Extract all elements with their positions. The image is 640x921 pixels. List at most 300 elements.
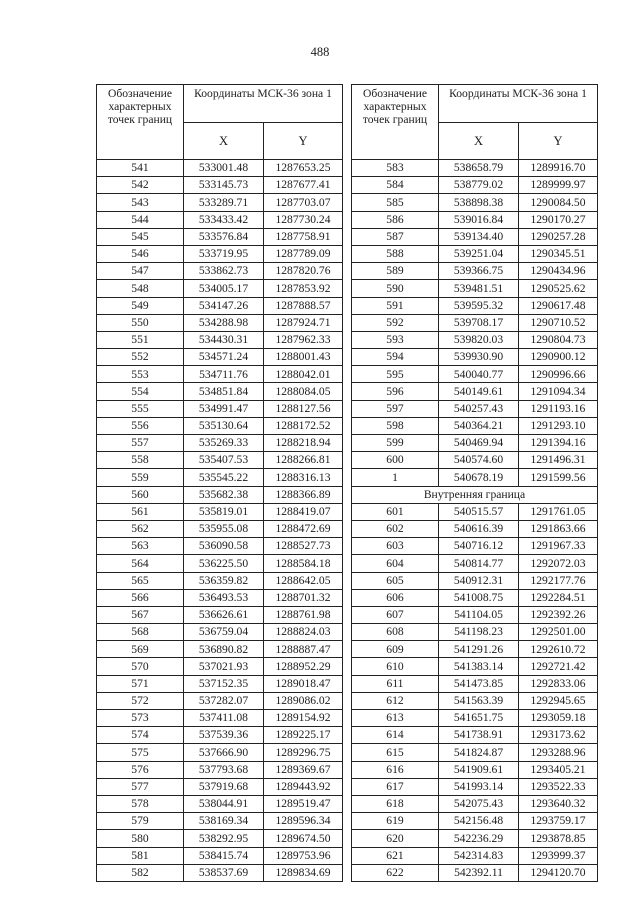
point-cell: 608 [352, 624, 439, 641]
x-cell: 535955.08 [184, 520, 264, 537]
point-cell: 551 [97, 331, 184, 348]
table-row [97, 538, 343, 555]
point-cell: 555 [97, 400, 184, 417]
table-row [97, 795, 343, 812]
table-row [352, 727, 598, 744]
x-cell: 534005.17 [184, 280, 264, 297]
table-row [352, 589, 598, 606]
section-label: Внутренняя граница [352, 486, 598, 503]
y-cell: 1290345.51 [519, 245, 598, 262]
x-cell: 542156.48 [439, 813, 519, 830]
y-cell: 1291496.31 [519, 452, 598, 469]
y-cell: 1290710.52 [519, 314, 598, 331]
table-row [352, 830, 598, 847]
x-cell: 534430.31 [184, 331, 264, 348]
x-cell: 533145.73 [184, 177, 264, 194]
table-row [352, 761, 598, 778]
table-row [352, 263, 598, 280]
y-cell: 1288001.43 [264, 349, 343, 366]
x-cell: 539481.51 [439, 280, 519, 297]
x-cell: 537793.68 [184, 761, 264, 778]
y-cell: 1292721.42 [519, 658, 598, 675]
y-cell: 1287962.33 [264, 331, 343, 348]
point-cell: 593 [352, 331, 439, 348]
y-cell: 1287924.71 [264, 314, 343, 331]
point-cell: 598 [352, 417, 439, 434]
y-cell: 1293759.17 [519, 813, 598, 830]
x-cell: 542392.11 [439, 864, 519, 881]
x-cell: 542075.43 [439, 795, 519, 812]
table-row [352, 469, 598, 486]
y-cell: 1290084.50 [519, 194, 598, 211]
point-cell: 563 [97, 538, 184, 555]
x-cell: 541993.14 [439, 778, 519, 795]
table-row [97, 555, 343, 572]
x-cell: 534851.84 [184, 383, 264, 400]
point-cell: 594 [352, 349, 439, 366]
point-cell: 612 [352, 692, 439, 709]
y-cell: 1288824.03 [264, 624, 343, 641]
x-cell: 540678.19 [439, 469, 519, 486]
point-cell: 600 [352, 452, 439, 469]
point-cell: 596 [352, 383, 439, 400]
y-cell: 1288316.13 [264, 469, 343, 486]
x-cell: 537021.93 [184, 658, 264, 675]
x-cell: 540515.57 [439, 503, 519, 520]
point-cell: 561 [97, 503, 184, 520]
x-cell: 541651.75 [439, 710, 519, 727]
point-cell: 544 [97, 211, 184, 228]
table-row [97, 366, 343, 383]
table-row [352, 194, 598, 211]
x-cell: 536359.82 [184, 572, 264, 589]
point-cell: 588 [352, 245, 439, 262]
y-cell: 1289834.69 [264, 864, 343, 881]
x-cell: 538537.69 [184, 864, 264, 881]
x-cell: 533719.95 [184, 245, 264, 262]
x-cell: 540574.60 [439, 452, 519, 469]
x-cell: 540912.31 [439, 572, 519, 589]
y-cell: 1293405.21 [519, 761, 598, 778]
point-cell: 556 [97, 417, 184, 434]
table-row [97, 692, 343, 709]
table-row [97, 486, 343, 503]
y-cell: 1293999.37 [519, 847, 598, 864]
x-cell: 539134.40 [439, 228, 519, 245]
point-cell: 573 [97, 710, 184, 727]
x-cell: 533862.73 [184, 263, 264, 280]
x-cell: 536890.82 [184, 641, 264, 658]
x-cell: 541198.23 [439, 624, 519, 641]
x-cell: 534147.26 [184, 297, 264, 314]
table-row [97, 675, 343, 692]
point-cell: 597 [352, 400, 439, 417]
x-cell: 541909.61 [439, 761, 519, 778]
y-cell: 1288042.01 [264, 366, 343, 383]
y-cell: 1287820.76 [264, 263, 343, 280]
point-cell: 599 [352, 435, 439, 452]
y-cell: 1292284.51 [519, 589, 598, 606]
y-cell: 1291094.34 [519, 383, 598, 400]
table-row [352, 211, 598, 228]
table-row [97, 314, 343, 331]
x-cell: 535130.64 [184, 417, 264, 434]
x-cell: 539708.17 [439, 314, 519, 331]
point-cell: 559 [97, 469, 184, 486]
y-cell: 1288172.52 [264, 417, 343, 434]
x-cell: 540814.77 [439, 555, 519, 572]
x-cell: 534711.76 [184, 366, 264, 383]
x-cell: 534991.47 [184, 400, 264, 417]
table-row [97, 280, 343, 297]
table-row [352, 228, 598, 245]
x-cell: 540149.61 [439, 383, 519, 400]
x-cell: 542236.29 [439, 830, 519, 847]
table-row [352, 692, 598, 709]
y-cell: 1291394.16 [519, 435, 598, 452]
x-cell: 536759.04 [184, 624, 264, 641]
x-cell: 540616.39 [439, 520, 519, 537]
point-cell: 606 [352, 589, 439, 606]
x-cell: 541563.39 [439, 692, 519, 709]
x-cell: 535819.01 [184, 503, 264, 520]
point-cell: 610 [352, 658, 439, 675]
right-table-body [352, 160, 598, 882]
table-row [97, 503, 343, 520]
table-row [352, 778, 598, 795]
y-cell: 1289018.47 [264, 675, 343, 692]
table-row [352, 572, 598, 589]
y-cell: 1288472.69 [264, 520, 343, 537]
table-row [97, 658, 343, 675]
table-row [97, 160, 343, 177]
point-cell: 564 [97, 555, 184, 572]
point-cell: 570 [97, 658, 184, 675]
table-row [352, 349, 598, 366]
x-cell: 536225.50 [184, 555, 264, 572]
y-cell: 1290900.12 [519, 349, 598, 366]
table-row [97, 331, 343, 348]
table-row [352, 520, 598, 537]
table-row [352, 744, 598, 761]
point-cell: 558 [97, 452, 184, 469]
y-cell: 1290804.73 [519, 331, 598, 348]
y-cell: 1293640.32 [519, 795, 598, 812]
y-cell: 1291599.56 [519, 469, 598, 486]
table-row [352, 417, 598, 434]
point-cell: 566 [97, 589, 184, 606]
point-cell: 541 [97, 160, 184, 177]
point-cell: 592 [352, 314, 439, 331]
section-row [352, 486, 598, 503]
x-cell: 535269.33 [184, 435, 264, 452]
point-cell: 590 [352, 280, 439, 297]
point-cell: 575 [97, 744, 184, 761]
y-cell: 1288584.18 [264, 555, 343, 572]
table-row [97, 520, 343, 537]
y-cell: 1287703.07 [264, 194, 343, 211]
table-row [352, 177, 598, 194]
x-cell: 539820.03 [439, 331, 519, 348]
x-cell: 537539.36 [184, 727, 264, 744]
x-cell: 537152.35 [184, 675, 264, 692]
point-cell: 579 [97, 813, 184, 830]
x-cell: 540364.21 [439, 417, 519, 434]
y-cell: 1288761.98 [264, 606, 343, 623]
y-cell: 1292945.65 [519, 692, 598, 709]
y-cell: 1288642.05 [264, 572, 343, 589]
point-cell: 619 [352, 813, 439, 830]
point-cell: 572 [97, 692, 184, 709]
header-designation: Обозначение характерных точек границ [352, 85, 439, 160]
header-x: X [439, 122, 519, 160]
x-cell: 538044.91 [184, 795, 264, 812]
point-cell: 621 [352, 847, 439, 864]
point-cell: 562 [97, 520, 184, 537]
y-cell: 1289225.17 [264, 727, 343, 744]
table-row [352, 435, 598, 452]
x-cell: 534571.24 [184, 349, 264, 366]
table-row [352, 847, 598, 864]
y-cell: 1289296.75 [264, 744, 343, 761]
table-row [97, 400, 343, 417]
x-cell: 533433.42 [184, 211, 264, 228]
y-cell: 1293878.85 [519, 830, 598, 847]
y-cell: 1292501.00 [519, 624, 598, 641]
table-row [97, 383, 343, 400]
y-cell: 1290996.66 [519, 366, 598, 383]
y-cell: 1289674.50 [264, 830, 343, 847]
y-cell: 1293059.18 [519, 710, 598, 727]
point-cell: 554 [97, 383, 184, 400]
x-cell: 539016.84 [439, 211, 519, 228]
table-row [97, 245, 343, 262]
table-row [352, 452, 598, 469]
y-cell: 1288952.29 [264, 658, 343, 675]
point-cell: 586 [352, 211, 439, 228]
y-cell: 1287677.41 [264, 177, 343, 194]
y-cell: 1289443.92 [264, 778, 343, 795]
table-row [97, 194, 343, 211]
header-coordinates: Координаты МСК-36 зона 1 [184, 85, 343, 123]
table-row [352, 675, 598, 692]
point-cell: 548 [97, 280, 184, 297]
y-cell: 1288084.05 [264, 383, 343, 400]
table-row [97, 228, 343, 245]
y-cell: 1291967.33 [519, 538, 598, 555]
y-cell: 1290257.28 [519, 228, 598, 245]
header-y: Y [519, 122, 598, 160]
x-cell: 542314.83 [439, 847, 519, 864]
y-cell: 1292833.06 [519, 675, 598, 692]
table-row [352, 383, 598, 400]
point-cell: 545 [97, 228, 184, 245]
table-row [352, 314, 598, 331]
table-row [352, 400, 598, 417]
point-cell: 549 [97, 297, 184, 314]
point-cell: 568 [97, 624, 184, 641]
header-coordinates: Координаты МСК-36 зона 1 [439, 85, 598, 123]
point-cell: 571 [97, 675, 184, 692]
x-cell: 533001.48 [184, 160, 264, 177]
point-cell: 560 [97, 486, 184, 503]
point-cell: 616 [352, 761, 439, 778]
point-cell: 611 [352, 675, 439, 692]
point-cell: 618 [352, 795, 439, 812]
point-cell: 585 [352, 194, 439, 211]
y-cell: 1293288.96 [519, 744, 598, 761]
table-row [97, 263, 343, 280]
x-cell: 539595.32 [439, 297, 519, 314]
point-cell: 604 [352, 555, 439, 572]
point-cell: 581 [97, 847, 184, 864]
y-cell: 1288527.73 [264, 538, 343, 555]
y-cell: 1288218.94 [264, 435, 343, 452]
table-row [352, 813, 598, 830]
y-cell: 1288701.32 [264, 589, 343, 606]
table-row [352, 331, 598, 348]
x-cell: 535407.53 [184, 452, 264, 469]
table-row [97, 761, 343, 778]
y-cell: 1292177.76 [519, 572, 598, 589]
header-designation: Обозначение характерных точек границ [97, 85, 184, 160]
x-cell: 536493.53 [184, 589, 264, 606]
x-cell: 540469.94 [439, 435, 519, 452]
y-cell: 1290434.96 [519, 263, 598, 280]
y-cell: 1290525.62 [519, 280, 598, 297]
y-cell: 1289086.02 [264, 692, 343, 709]
point-cell: 617 [352, 778, 439, 795]
x-cell: 538415.74 [184, 847, 264, 864]
y-cell: 1289154.92 [264, 710, 343, 727]
x-cell: 538779.02 [439, 177, 519, 194]
table-row [97, 469, 343, 486]
table-row [97, 589, 343, 606]
y-cell: 1294120.70 [519, 864, 598, 881]
table-row [97, 572, 343, 589]
point-cell: 550 [97, 314, 184, 331]
x-cell: 537666.90 [184, 744, 264, 761]
y-cell: 1291863.66 [519, 520, 598, 537]
table-row [97, 435, 343, 452]
point-cell: 543 [97, 194, 184, 211]
y-cell: 1287888.57 [264, 297, 343, 314]
table-row [352, 864, 598, 881]
point-cell: 607 [352, 606, 439, 623]
y-cell: 1292392.26 [519, 606, 598, 623]
table-row [97, 297, 343, 314]
x-cell: 534288.98 [184, 314, 264, 331]
y-cell: 1289999.97 [519, 177, 598, 194]
x-cell: 536626.61 [184, 606, 264, 623]
point-cell: 591 [352, 297, 439, 314]
table-row [352, 658, 598, 675]
point-cell: 614 [352, 727, 439, 744]
table-row [97, 452, 343, 469]
point-cell: 595 [352, 366, 439, 383]
left-coordinates-table [96, 84, 343, 882]
y-cell: 1291293.10 [519, 417, 598, 434]
point-cell: 576 [97, 761, 184, 778]
x-cell: 541291.26 [439, 641, 519, 658]
table-row [352, 160, 598, 177]
y-cell: 1293522.33 [519, 778, 598, 795]
y-cell: 1291761.05 [519, 503, 598, 520]
table-row [352, 366, 598, 383]
y-cell: 1287789.09 [264, 245, 343, 262]
y-cell: 1288419.07 [264, 503, 343, 520]
x-cell: 541738.91 [439, 727, 519, 744]
point-cell: 584 [352, 177, 439, 194]
point-cell: 613 [352, 710, 439, 727]
y-cell: 1288127.56 [264, 400, 343, 417]
y-cell: 1291193.16 [519, 400, 598, 417]
table-row [97, 778, 343, 795]
point-cell: 547 [97, 263, 184, 280]
point-cell: 582 [97, 864, 184, 881]
table-row [97, 847, 343, 864]
table-row [97, 727, 343, 744]
x-cell: 538898.38 [439, 194, 519, 211]
x-cell: 538169.34 [184, 813, 264, 830]
table-row [352, 710, 598, 727]
y-cell: 1292610.72 [519, 641, 598, 658]
x-cell: 540257.43 [439, 400, 519, 417]
x-cell: 538658.79 [439, 160, 519, 177]
y-cell: 1292072.03 [519, 555, 598, 572]
table-row [97, 624, 343, 641]
table-row [97, 813, 343, 830]
tables-container [96, 84, 598, 882]
y-cell: 1293173.62 [519, 727, 598, 744]
y-cell: 1289753.96 [264, 847, 343, 864]
table-row [97, 641, 343, 658]
table-row [352, 606, 598, 623]
point-cell: 580 [97, 830, 184, 847]
table-row [352, 538, 598, 555]
point-cell: 567 [97, 606, 184, 623]
left-table-body [97, 160, 343, 882]
point-cell: 615 [352, 744, 439, 761]
point-cell: 589 [352, 263, 439, 280]
table-row [97, 830, 343, 847]
point-cell: 605 [352, 572, 439, 589]
x-cell: 541383.14 [439, 658, 519, 675]
y-cell: 1288887.47 [264, 641, 343, 658]
point-cell: 602 [352, 520, 439, 537]
x-cell: 536090.58 [184, 538, 264, 555]
right-coordinates-table [351, 84, 598, 882]
y-cell: 1288366.89 [264, 486, 343, 503]
table-row [97, 864, 343, 881]
table-row [97, 606, 343, 623]
y-cell: 1289519.47 [264, 795, 343, 812]
x-cell: 537282.07 [184, 692, 264, 709]
table-row [352, 245, 598, 262]
table-row [97, 744, 343, 761]
header-x: X [184, 122, 264, 160]
x-cell: 541008.75 [439, 589, 519, 606]
x-cell: 539930.90 [439, 349, 519, 366]
x-cell: 540716.12 [439, 538, 519, 555]
y-cell: 1289916.70 [519, 160, 598, 177]
point-cell: 553 [97, 366, 184, 383]
header-y: Y [264, 122, 343, 160]
x-cell: 539366.75 [439, 263, 519, 280]
x-cell: 539251.04 [439, 245, 519, 262]
table-row [97, 211, 343, 228]
x-cell: 541824.87 [439, 744, 519, 761]
